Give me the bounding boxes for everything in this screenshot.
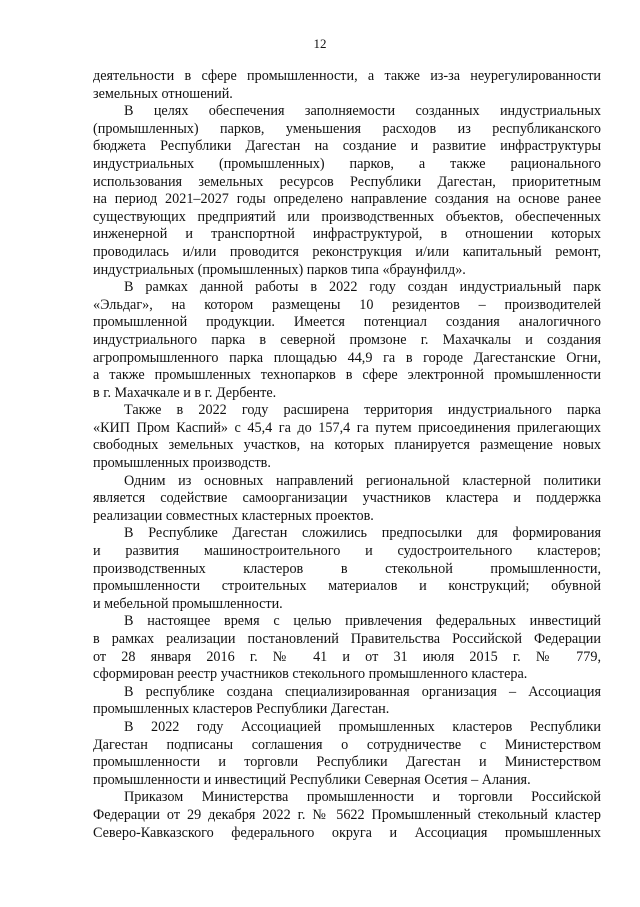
body-text: [93, 68, 601, 842]
text-line: от 28 января 2016 г. № 41 и от 31 июля 2015 г. № 779,: [93, 648, 601, 665]
text-line: индустриальных (промышленных) парков, а также рационального: [93, 155, 601, 172]
text-line: агропромышленного парка площадью 44,9 га в городе Дагестанские Огни,: [93, 349, 601, 366]
text-line: Северо-Кавказского федерального округа и Ассоциация промышленных: [93, 824, 601, 841]
text-line: бюджета Республики Дагестан на создание и развитие инфраструктуры: [93, 138, 601, 155]
text-line: (промышленных) парков, уменьшения расходов из республиканского: [93, 120, 601, 137]
text-line: проводилась и/или проводится реконструкция и/или капитальный ремонт,: [93, 243, 601, 260]
text-line: в рамках реализации постановлений Правительства Российской Федерации: [93, 631, 601, 647]
text-line: на период 2021–2027 годы определено направление создания на основе ранее: [93, 191, 601, 208]
text-line: промышленности и торговли Республики Дагестан и Министерством: [93, 754, 601, 771]
text-line: является содействие самоорганизации участников кластера и поддержка: [93, 490, 601, 507]
text-line: В рамках данной работы в 2022 году создан индустриальный парк: [124, 279, 601, 296]
text-line: Федерации от 29 декабря 2022 г. № 5622 Промышленный стекольный кластер: [93, 806, 601, 823]
page-number: 12: [313, 36, 327, 51]
text-line: «КИП Пром Каспий» с 45,4 га до 157,4 га путем присоединения прилегающих: [93, 419, 601, 436]
text-line: а также промышленных технопарков в сфере электронной промышленности: [93, 367, 601, 384]
text-line: промышленности строительных материалов и конструкций; обувной: [93, 578, 601, 595]
text-line: Одним из основных направлений региональной кластерной политики: [124, 472, 601, 489]
text-line: промышленной продукции. Имеется потенциал создания аналогичного: [93, 314, 601, 331]
text-line: В целях обеспечения заполняемости созданных индустриальных: [124, 103, 601, 120]
text-line: инженерной и транспортной инфраструктурой, в отношении которых: [93, 226, 601, 243]
text-line: промышленных производств.: [93, 455, 271, 472]
text-line: существующих предприятий или производственных объектов, обеспеченных: [93, 208, 601, 225]
text-line: В настоящее время с целью привлечения федеральных инвестиций: [124, 613, 601, 630]
text-line: «Эльдаг», на котором размещены 10 резидентов – производителей: [93, 296, 601, 313]
text-line: промышленности и инвестиций Республики Северная Осетия – Алания.: [93, 771, 531, 788]
text-line: Также в 2022 году расширена территория индустриального парка: [124, 402, 601, 419]
text-line: земельных отношений.: [93, 85, 233, 102]
text-line: и развития машиностроительного и судостроительного кластеров;: [93, 543, 601, 560]
text-line: реализации совместных кластерных проектов.: [93, 507, 374, 524]
text-line: Приказом Министерства промышленности и торговли Российской: [124, 789, 601, 806]
text-line: В Республике Дагестан сложились предпосылки для формирования: [124, 525, 601, 542]
text-line: В республике создана специализированная организация – Ассоциация: [124, 683, 601, 700]
text-line: деятельности в сфере промышленности, а также из-за неурегулированности: [93, 68, 601, 84]
text-line: производственных кластеров в стекольной промышленности,: [93, 560, 601, 577]
text-line: в г. Махачкале и в г. Дербенте.: [93, 384, 277, 401]
text-line: индустриальных (промышленных) парков типа «браунфилд».: [93, 261, 466, 278]
text-line: промышленных кластеров Республики Дагестан.: [93, 701, 390, 718]
text-line: свободных земельных участков, на которых планируется размещение новых: [93, 437, 601, 454]
text-line: В 2022 году Ассоциацией промышленных кластеров Республики: [124, 718, 601, 735]
text-line: индустриального парка в северной промзоне г. Махачкалы и создания: [93, 331, 601, 348]
text-line: Дагестан подписаны соглашения о сотрудничестве с Министерством: [93, 736, 601, 753]
text-line: сформирован реестр участников стекольного промышленного кластера.: [93, 666, 528, 683]
text-line: использования земельных ресурсов Республики Дагестан, приоритетным: [93, 173, 601, 190]
text-line: и мебельной промышленности.: [93, 595, 283, 612]
